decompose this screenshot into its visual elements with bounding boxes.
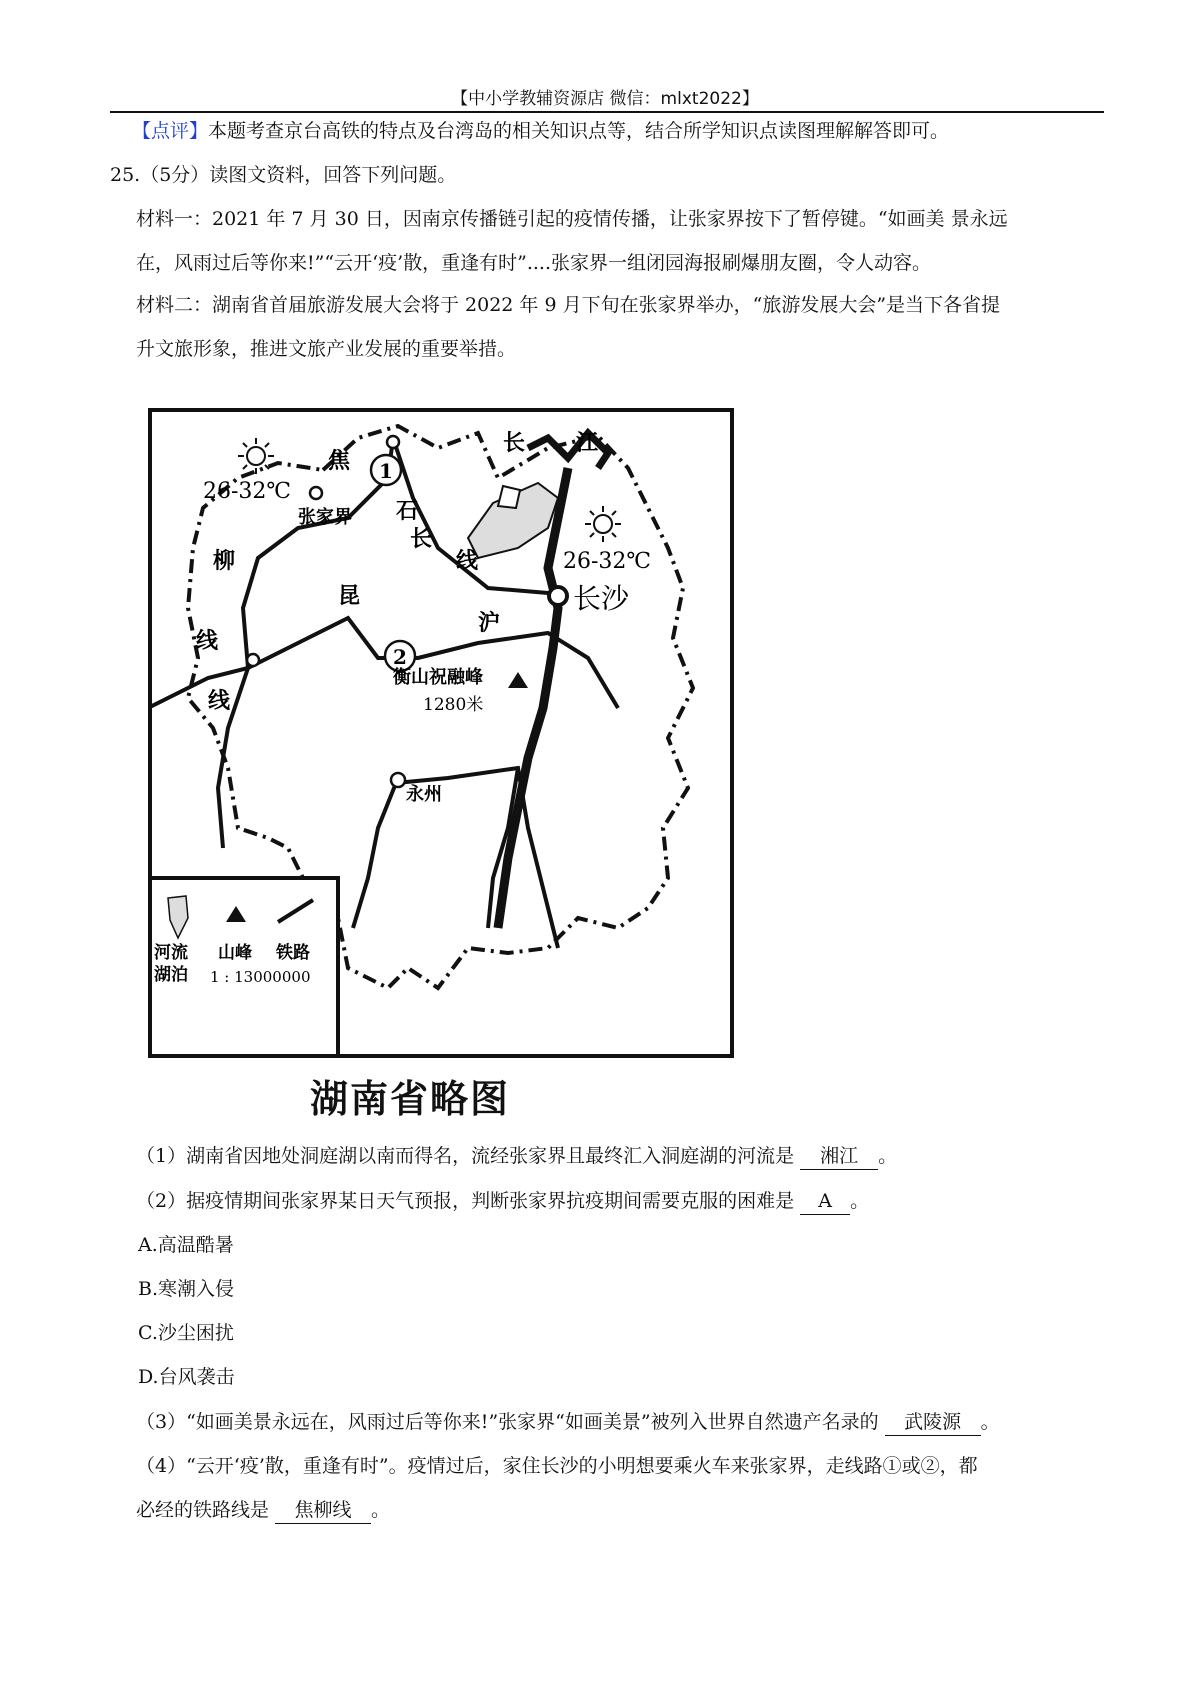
q1-line — [136, 1143, 897, 1170]
label-zhangjiajie: 张家界 — [298, 507, 352, 528]
city-junction — [247, 654, 259, 666]
q2-end: 。 — [850, 1190, 870, 1212]
page-header: 【中小学教辅资源店 微信：mlxt2022】 — [451, 89, 759, 109]
material2-line2: 升文旅形象，推进文旅产业发展的重要举措。 — [136, 338, 517, 360]
river-char-jiang: 江 — [576, 430, 599, 456]
material1-line2: 在，风雨过后等你来!”“云开‘疫’散，重逢有时”....张家界一组闭园海报刷爆朋友圈，令人动容。 — [136, 252, 932, 274]
comment-line — [132, 118, 949, 144]
q1-answer: 湘江 — [800, 1143, 878, 1170]
q4-end: 。 — [371, 1499, 391, 1521]
q2-line — [136, 1188, 869, 1215]
line-char-xian1: 线 — [196, 628, 219, 654]
q2-answer: A — [800, 1188, 850, 1215]
sun-icon-right — [585, 506, 621, 542]
line-char-hu: 沪 — [478, 610, 501, 636]
line-char-xian2: 线 — [208, 688, 231, 714]
label-yongzhou: 永州 — [406, 784, 442, 805]
line-char-kun: 昆 — [338, 583, 361, 609]
q4-text: 必经的铁路线是 — [136, 1499, 276, 1521]
label-peak: 衡山祝融峰 — [393, 667, 483, 688]
question-stem: 25.（5分）读图文资料，回答下列问题。 — [110, 164, 457, 186]
line-char-xian3: 线 — [456, 548, 479, 574]
option-d: D.台风袭击 — [138, 1366, 235, 1388]
legend-river-label-2: 湖泊 — [154, 965, 188, 985]
legend-scale: 1 : 13000000 — [210, 968, 311, 986]
sun-icon-left — [238, 438, 274, 474]
city-north — [387, 436, 399, 448]
temp-left: 26-32℃ — [203, 479, 292, 504]
comment-tag: 【点评】 — [132, 120, 209, 142]
route2-number: 2 — [393, 645, 407, 669]
line-char-liu: 柳 — [213, 548, 236, 574]
q3-line — [136, 1409, 1000, 1436]
q3-end: 。 — [980, 1411, 1000, 1433]
option-c: C.沙尘困扰 — [138, 1322, 234, 1344]
q4-answer: 焦柳线 — [275, 1497, 371, 1524]
header-divider — [110, 111, 1104, 113]
map-title: 湖南省略图 — [310, 1077, 511, 1121]
q2-text: （2）据疫情期间张家界某日天气预报，判断张家界抗疫期间需要克服的困难是 — [136, 1190, 801, 1212]
line-char-shi: 石 — [396, 498, 419, 524]
material1-line1: 材料一：2021 年 7 月 30 日，因南京传播链引起的疫情传播，让张家界按下了暂停键。“如画美 景永远 — [136, 208, 1008, 230]
label-changsha: 长沙 — [573, 582, 630, 615]
legend-rail-label: 铁路 — [276, 943, 310, 963]
material2-line1: 材料二：湖南省首届旅游发展大会将于 2022 年 9 月下旬在张家界举办，“旅游发展大会”是当下各省提 — [136, 294, 1001, 316]
comment-text: 本题考查京台高铁的特点及台湾岛的相关知识点等，结合所学知识点读图理解解答即可。 — [208, 120, 950, 142]
q4-line1: （4）“云开‘疫’散，重逢有时”。疫情过后，家住长沙的小明想要乘火车来张家界，走线路①或②，都 — [136, 1455, 978, 1477]
label-peak-height: 1280米 — [423, 695, 484, 715]
line-char-jiao: 焦 — [328, 448, 351, 474]
q1-text: （1）湖南省因地处洞庭湖以南而得名，流经张家界且最终汇入洞庭湖的河流是 — [136, 1145, 801, 1167]
route1-number: 1 — [379, 459, 393, 483]
city-zhangjiajie — [310, 487, 322, 499]
q1-end: 。 — [878, 1145, 898, 1167]
legend-peak-label: 山峰 — [218, 943, 252, 963]
hunan-map — [148, 408, 736, 1060]
line-char-chang: 长 — [410, 526, 433, 552]
option-a: A.高温酷暑 — [138, 1234, 234, 1256]
city-yongzhou — [391, 773, 405, 787]
q3-text: （3）“如画美景永远在，风雨过后等你来!”张家界“如画美景”被列入世界自然遗产名录的 — [136, 1411, 885, 1433]
q4-line2 — [136, 1497, 390, 1524]
q3-answer: 武陵源 — [885, 1409, 981, 1436]
river-char-chang: 长 — [503, 430, 526, 456]
city-changsha — [549, 587, 567, 605]
legend-river-label-1: 河流 — [154, 943, 188, 963]
lake-islet — [498, 486, 520, 508]
temp-right: 26-32℃ — [563, 549, 652, 574]
option-b: B.寒潮入侵 — [138, 1278, 235, 1300]
